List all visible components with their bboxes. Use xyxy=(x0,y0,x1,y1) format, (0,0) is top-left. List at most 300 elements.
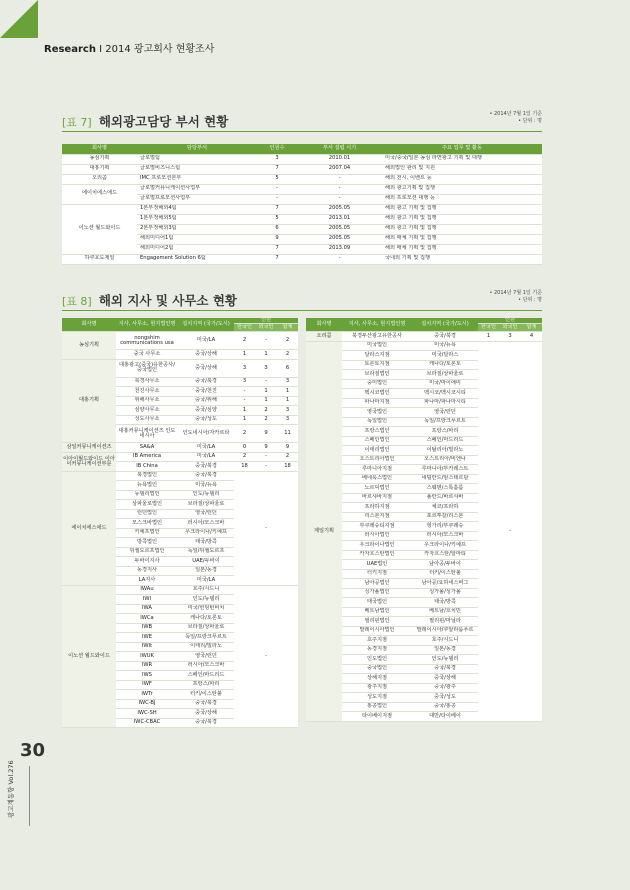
table8-location-cell: 인도/뉴델리 xyxy=(178,595,234,605)
table8-location-cell: 미국/마이애미 xyxy=(412,379,478,389)
table8-location-cell: 이탈리아/밀라노 xyxy=(412,446,478,456)
table8-location-cell: 러시아/모스크바 xyxy=(178,661,234,671)
table8-location-cell: 인도/뉴델리 xyxy=(412,655,478,665)
table8-branch-cell: 대홍광고(중국)유한공사/중국법인 xyxy=(116,359,178,377)
table8-branch-cell: 성도사무소 xyxy=(116,415,178,425)
table8-branch-cell: nongshim communications usa xyxy=(116,332,178,350)
table8-location-cell: 중국/상해 xyxy=(178,350,234,360)
table7-dept-cell: 글로벌팀 xyxy=(137,154,257,164)
table8-branch-cell: 두바이지사 xyxy=(116,557,178,567)
table8-branch-cell: IWC-SH xyxy=(116,709,178,719)
table8-location-cell: 캐나다/토론토 xyxy=(178,614,234,624)
table8-branch-cell: 싱가폴법인 xyxy=(342,588,412,598)
table8-row xyxy=(62,471,298,481)
table7-year-cell: - xyxy=(297,194,382,204)
table8-branch-cell: 천진사무소 xyxy=(116,387,178,397)
table8-company-cell: 대홍기획 xyxy=(62,359,116,443)
table7-task-cell: 해외법인 관리 및 지원 xyxy=(382,164,542,174)
table8-branch-cell: IWI xyxy=(116,595,178,605)
table8-branch-cell: 중국법인 xyxy=(342,664,412,674)
table8-total-cell: 9 xyxy=(277,443,298,453)
table8-branch-cell: IWIt xyxy=(116,642,178,652)
table8-location-cell: 터키/이스탄불 xyxy=(412,569,478,579)
table8-location-cell: 영국/런던 xyxy=(178,652,234,662)
table8-total-cell: 2 xyxy=(277,452,298,462)
table7-row xyxy=(62,154,542,164)
table8-korean-cell: - xyxy=(234,387,255,397)
table7 xyxy=(62,144,542,265)
table8-location-cell: 이태리/밀라노 xyxy=(178,642,234,652)
header-series: Research xyxy=(44,44,96,55)
table8-location-cell: 러시아/모스크바 xyxy=(178,519,234,529)
table7-col-dept: 담당부서 xyxy=(137,144,257,154)
table8-branch-cell: 동경지점 xyxy=(342,645,412,655)
table8-branch-cell: 러시아법인 xyxy=(342,531,412,541)
table8-branch-cell: 루마니아지점 xyxy=(342,465,412,475)
table7-task-cell: 해외 전시, 이벤트 등 xyxy=(382,174,542,184)
table8-note-date: • 2014년 7월 1일 기준 xyxy=(489,290,542,296)
table7-company-cell: 에이치에스애드 xyxy=(62,184,137,204)
table8-location-cell: 러시아/모스크바 xyxy=(412,531,478,541)
table8-row xyxy=(62,443,298,453)
table8-branch-cell: IWB xyxy=(116,623,178,633)
table8-company-cell: 삼일커뮤니케이션즈 xyxy=(62,443,116,453)
table8-total-cell: 2 xyxy=(277,332,298,350)
table7-year-cell: - xyxy=(297,184,382,194)
table7-rule xyxy=(62,131,542,132)
table8-location-cell: 싱가폴/싱가폴 xyxy=(412,588,478,598)
table8-foreign-cell: 2 xyxy=(255,406,277,416)
table8-title: 해외 지사 및 사무소 현황 xyxy=(98,293,237,308)
header-subtitle: 2014 광고회사 현황조사 xyxy=(105,44,215,55)
table8-branch-cell: IWCa xyxy=(116,614,178,624)
table7-count-cell: 6 xyxy=(257,224,297,234)
table8-branch-cell: 광주지점 xyxy=(342,683,412,693)
table8-branch-cell: 중미법인 xyxy=(342,379,412,389)
table8-foreign-cell: 9 xyxy=(255,443,277,453)
table8-branch-cell: IWE xyxy=(116,633,178,643)
table8-row xyxy=(62,452,298,462)
journal-name: 광고계동향 Vol.276 xyxy=(7,760,15,818)
table8-left xyxy=(62,318,298,728)
table8-korean-cell: 2 xyxy=(234,452,255,462)
table8-branch-cell: 베트남법인 xyxy=(342,607,412,617)
table8-staff-cell: - xyxy=(234,471,298,585)
table8-company-cell: 이노션 월드와이드 xyxy=(62,585,116,728)
table7-dept-cell: IMC 프로모션본부 xyxy=(137,174,257,184)
table8-location-cell: 호주/시드니 xyxy=(178,585,234,595)
table8-foreign-cell: 1 xyxy=(255,387,277,397)
table7-company-cell: 하쿠호도제일 xyxy=(62,254,137,264)
table7-task-cell: 국내외 기획 및 집행 xyxy=(382,254,542,264)
table8-branch-cell: 동경지사 xyxy=(116,566,178,576)
table8-location-cell: 브라질/상파울로 xyxy=(178,500,234,510)
table8-foreign-cell: 2 xyxy=(255,415,277,425)
table8-korean-cell: 2 xyxy=(234,425,255,443)
table7-year-cell: 2005.05 xyxy=(297,234,382,244)
table8-branch-cell: 브라질법인 xyxy=(342,370,412,380)
table8-company-cell: 농심기획 xyxy=(62,332,116,360)
table8-total-cell: 1 xyxy=(277,396,298,406)
table8-branch-cell: IWA xyxy=(116,604,178,614)
table8-branch-cell: IWF xyxy=(116,680,178,690)
table8-location-cell: 남아공/요하네스버그 xyxy=(412,579,478,589)
table8-foreign-cell: - xyxy=(255,462,277,472)
table7-year-cell: 2013.09 xyxy=(297,244,382,254)
table8-company-cell: 오리콤 xyxy=(306,332,342,342)
table7-dept-cell: 2본부정해외3팀 xyxy=(137,224,257,234)
table8-total-cell: 3 xyxy=(277,406,298,416)
table8-branch-cell: 멕시코법인 xyxy=(342,389,412,399)
table8-branch-cell: IB America xyxy=(116,452,178,462)
table7-year-cell: 2010.01 xyxy=(297,154,382,164)
table8-location-cell: 중국/상해 xyxy=(412,674,478,684)
table8-location-cell: 멕시코/멕시코시티 xyxy=(412,389,478,399)
table8-location-cell: 독일/프랑크푸르트 xyxy=(412,417,478,427)
table7-count-cell: 9 xyxy=(257,234,297,244)
table7-year-cell: - xyxy=(297,174,382,184)
table8-col-location: 설치지역 (국가/도시) xyxy=(178,318,234,332)
table8-branch-cell: 북경두산광고유한공사 xyxy=(342,332,412,342)
table8-location-cell: 오스트리아/비엔나 xyxy=(412,455,478,465)
table8-korean-cell: 3 xyxy=(234,359,255,377)
table8-branch-cell: 중국 사무소 xyxy=(116,350,178,360)
table8-location-cell: 중국/북경 xyxy=(412,332,478,342)
table7-year-cell: 2005.05 xyxy=(297,204,382,214)
table7-dept-cell: 글로벌커뮤니케이션사업부 xyxy=(137,184,257,194)
footer-divider xyxy=(29,766,30,826)
table8-location-cell: 미국/LA xyxy=(178,332,234,350)
table8-branch-cell: 영국법인 xyxy=(342,408,412,418)
table8-col-branch: 지사, 사무소, 현지법인명 xyxy=(116,318,178,332)
table7-year-cell: 2007.04 xyxy=(297,164,382,174)
table8-foreign-cell: 1 xyxy=(255,396,277,406)
table8r-col-foreign: 외국인 xyxy=(499,324,521,332)
table7-label: [표 7] xyxy=(62,116,92,129)
table8-location-cell: 중국/성도 xyxy=(178,415,234,425)
table8-branch-cell: 미국법인 xyxy=(342,341,412,351)
table8-branch-cell: IWC-BJ xyxy=(116,699,178,709)
table7-task-cell: 미국/중국/일본 농심 라면광고 기획 및 대행 xyxy=(382,154,542,164)
table8-location-cell: 중국/성도 xyxy=(412,693,478,703)
table8-location-cell: 프랑스/파리 xyxy=(178,680,234,690)
page-header xyxy=(44,40,214,55)
table8-company-cell: 에이치에스애드 xyxy=(62,471,116,585)
table8-branch-cell: 호주지점 xyxy=(342,636,412,646)
table8-location-cell: 네덜란드/암스테르담 xyxy=(412,474,478,484)
table7-dept-cell: 해외미디어1팀 xyxy=(137,234,257,244)
table7-count-cell: 3 xyxy=(257,154,297,164)
table7-count-cell: 5 xyxy=(257,214,297,224)
table7-count-cell: - xyxy=(257,194,297,204)
table8-total-cell: 18 xyxy=(277,462,298,472)
table8-branch-cell: 상파울로법인 xyxy=(116,500,178,510)
table8-branch-cell: 스페인법인 xyxy=(342,436,412,446)
table8r-col-branch: 지사, 사무소, 현지법인명 xyxy=(342,318,412,332)
table8-branch-cell: 필리핀법인 xyxy=(342,617,412,627)
table8-branch-cell: 베네룩스법인 xyxy=(342,474,412,484)
table8-row xyxy=(62,359,298,377)
table8-total-cell: 3 xyxy=(277,415,298,425)
table7-dept-cell: 해외미디어2팀 xyxy=(137,244,257,254)
table8-note xyxy=(489,290,542,304)
table8-total-cell: 11 xyxy=(277,425,298,443)
table8-location-cell: 중국/광주 xyxy=(412,683,478,693)
table8-heading xyxy=(62,290,237,309)
table8-branch-cell: 모스크바법인 xyxy=(116,519,178,529)
table8-korean-cell: 0 xyxy=(234,443,255,453)
page-number: 30 xyxy=(20,740,46,761)
table7-task-cell: 해외 프로모션 대행 등 xyxy=(382,194,542,204)
table8-branch-cell: 터키지점 xyxy=(342,569,412,579)
table8-branch-cell: 달라스지점 xyxy=(342,351,412,361)
table8-korean-cell: - xyxy=(234,396,255,406)
table8-location-cell: 헝가리/부쿠레슈 xyxy=(412,522,478,532)
table8-location-cell: 미국/LA xyxy=(178,452,234,462)
table8-branch-cell: 타이베이지점 xyxy=(342,712,412,722)
table8-branch-cell: IWAu xyxy=(116,585,178,595)
table7-count-cell: 7 xyxy=(257,204,297,214)
table8-branch-cell: 파나마지점 xyxy=(342,398,412,408)
table8-location-cell: 스페인/마드리드 xyxy=(178,671,234,681)
table8-location-cell: 미국/헌팅턴비치 xyxy=(178,604,234,614)
table8-foreign-cell: - xyxy=(255,332,277,350)
table8-company-cell: 제일기획 xyxy=(306,341,342,721)
table7-count-cell: 7 xyxy=(257,164,297,174)
table7-count-cell: - xyxy=(257,184,297,194)
table8-branch-cell: 방콕법인 xyxy=(116,538,178,548)
table8-branch-cell: 대홍커뮤니케이션즈 인도네시아 xyxy=(116,425,178,443)
table7-task-cell: 해외 매체 기획 및 집행 xyxy=(382,244,542,254)
table8-staff-cell: - xyxy=(478,341,542,721)
table8-col-company: 회사명 xyxy=(62,318,116,332)
table8-location-cell: 중국/북경 xyxy=(178,718,234,728)
table8-location-cell: 우크라이나/키예프 xyxy=(178,528,234,538)
table8-location-cell: 미국/LA xyxy=(178,443,234,453)
table8-branch-cell: 프라하지점 xyxy=(342,503,412,513)
table8-location-cell: 미국/LA xyxy=(178,576,234,586)
table8-right xyxy=(306,318,542,722)
table8-branch-cell: 홍콩법인 xyxy=(342,702,412,712)
table7-row xyxy=(62,204,542,214)
table8-branch-cell: 부쿠레슈티지점 xyxy=(342,522,412,532)
table8-location-cell: 일본/동경 xyxy=(178,566,234,576)
table8-label: [표 8] xyxy=(62,295,92,308)
table8-foreign-cell: - xyxy=(255,452,277,462)
table8-location-cell: 중국/상해 xyxy=(178,359,234,377)
table8-branch-cell: 토론토지점 xyxy=(342,360,412,370)
table8-location-cell: 브라질/상파울로 xyxy=(178,623,234,633)
table8-korean-cell: 3 xyxy=(234,377,255,387)
header-separator: I xyxy=(99,44,103,55)
table7-task-cell: 해외 광고기획 및 집행 xyxy=(382,184,542,194)
table7-col-company: 회사명 xyxy=(62,144,137,154)
table8-location-cell: 중국/천진 xyxy=(178,387,234,397)
table8r-col-total: 합계 xyxy=(521,324,542,332)
table8-branch-cell: 프랑스법인 xyxy=(342,427,412,437)
table8-location-cell: 루마니아/부카레스트 xyxy=(412,465,478,475)
table8-korean-cell: 1 xyxy=(234,415,255,425)
table8-total-cell: 3 xyxy=(277,377,298,387)
table8-company-cell: 이아이월드와이드 이아이커뮤니케이션부문 xyxy=(62,452,116,471)
table8-branch-cell: 독일법인 xyxy=(342,417,412,427)
table8-col-korean: 한국인 xyxy=(234,324,255,332)
table7-row xyxy=(62,254,542,264)
table7-count-cell: 7 xyxy=(257,254,297,264)
table8-branch-cell: 바르샤바지점 xyxy=(342,493,412,503)
table8-branch-cell: 뉴델리법인 xyxy=(116,490,178,500)
table8-branch-cell: SA&A xyxy=(116,443,178,453)
table8-location-cell: 필리핀/마닐라 xyxy=(412,617,478,627)
table7-dept-cell: 1본부정해외4팀 xyxy=(137,204,257,214)
table8-location-cell: 태국/방콕 xyxy=(412,598,478,608)
table8-col-foreign: 외국인 xyxy=(255,324,277,332)
table8-korean-cell: 2 xyxy=(234,332,255,350)
corner-triangle xyxy=(0,0,38,38)
table8-branch-cell: 우크라이나법인 xyxy=(342,541,412,551)
table7-task-cell: 해외 광고 기획 및 집행 xyxy=(382,224,542,234)
table8-foreign-cell: 3 xyxy=(255,359,277,377)
table8-location-cell: 포르투갈/리스본 xyxy=(412,512,478,522)
table8-branch-cell: 성도지점 xyxy=(342,693,412,703)
table8-location-cell: 영국/런던 xyxy=(178,509,234,519)
table7-count-cell: 5 xyxy=(257,174,297,184)
table8-branch-cell: 인도법인 xyxy=(342,655,412,665)
table8-branch-cell: 노르딕법인 xyxy=(342,484,412,494)
table7-note-unit: • 단위 : 명 xyxy=(518,118,542,124)
table8-location-cell: 남아공/두바이 xyxy=(412,560,478,570)
table8-location-cell: 파나마/파나마시티 xyxy=(412,398,478,408)
table8-branch-cell: 리스본지점 xyxy=(342,512,412,522)
table8-location-cell: 중국/상해 xyxy=(178,709,234,719)
table8-branch-cell: 북경사무소 xyxy=(116,377,178,387)
table7-year-cell: 2013.01 xyxy=(297,214,382,224)
table8-location-cell: 카자흐스탄/알마티 xyxy=(412,550,478,560)
table7-row xyxy=(62,174,542,184)
table8-branch-cell: 런던법인 xyxy=(116,509,178,519)
table8-location-cell: 인도네시아/자카르타 xyxy=(178,425,234,443)
table8-location-cell: 중국/심양 xyxy=(178,406,234,416)
table8-row xyxy=(62,332,298,350)
table8-location-cell: 브라질/상파울로 xyxy=(412,370,478,380)
table8-branch-cell: IWS xyxy=(116,671,178,681)
table7-heading xyxy=(62,111,228,130)
table8-location-cell: 캐나다/토론토 xyxy=(412,360,478,370)
table8-branch-cell: 카자흐스탄법인 xyxy=(342,550,412,560)
table8-location-cell: 영국/런던 xyxy=(412,408,478,418)
table8-foreign-cell: - xyxy=(255,377,277,387)
table8-location-cell: 우크라이나/키예프 xyxy=(412,541,478,551)
table8-total-cell: 1 xyxy=(277,387,298,397)
table8-total-cell: 2 xyxy=(277,350,298,360)
table8-location-cell: 일본/동경 xyxy=(412,645,478,655)
table8-location-cell: 태국/방콕 xyxy=(178,538,234,548)
table7-col-count: 인원수 xyxy=(257,144,297,154)
table8-location-cell: 중국/위해 xyxy=(178,396,234,406)
table8-location-cell: 중국/홍콩 xyxy=(412,702,478,712)
table8-note-unit: • 단위 : 명 xyxy=(518,297,542,303)
table8-location-cell: 터키/이스탄불 xyxy=(178,690,234,700)
table7-task-cell: 해외 매체 기획 및 집행 xyxy=(382,234,542,244)
table8-row xyxy=(62,585,298,595)
table8-row xyxy=(306,341,542,351)
table8-location-cell: 인도/뉴델리 xyxy=(178,490,234,500)
table8-location-cell: 말레이시아/쿠알라룸푸르 xyxy=(412,626,478,636)
table8r-col-korean: 한국인 xyxy=(478,324,499,332)
table8-location-cell: 독일/프랑크푸르트 xyxy=(178,633,234,643)
table7-dept-cell: Engagement Solution 6팀 xyxy=(137,254,257,264)
table8-branch-cell: 키예프법인 xyxy=(116,528,178,538)
table8-location-cell: 독일/뒤셀도르프 xyxy=(178,547,234,557)
table8-rule xyxy=(62,310,542,311)
table8-location-cell: 프랑스/파리 xyxy=(412,427,478,437)
table8-branch-cell: IWC-CBAC xyxy=(116,718,178,728)
table7-row xyxy=(62,164,542,174)
table8-location-cell: 미국/뉴욕 xyxy=(412,341,478,351)
table7-task-cell: 해외 광고 기획 및 집행 xyxy=(382,214,542,224)
table8-branch-cell: 위해사무소 xyxy=(116,396,178,406)
table8-branch-cell: 뒤셀도르프법인 xyxy=(116,547,178,557)
table7-dept-cell: 1본부정해외5팀 xyxy=(137,214,257,224)
table7-company-cell: 오리콤 xyxy=(62,174,137,184)
table8r-col-location: 설치지역 (국가/도시) xyxy=(412,318,478,332)
table7-row xyxy=(62,184,542,194)
table8-branch-cell: IWR xyxy=(116,661,178,671)
table8-location-cell: 호주/시드니 xyxy=(412,636,478,646)
table8-location-cell: 스웨덴/스톡홀름 xyxy=(412,484,478,494)
table7-company-cell: 대홍기획 xyxy=(62,164,137,174)
table8-location-cell: 베트남/호치민 xyxy=(412,607,478,617)
table8-location-cell: 중국/북경 xyxy=(178,377,234,387)
table8-branch-cell: 심양사무소 xyxy=(116,406,178,416)
table8-foreign-cell: 3 xyxy=(499,332,521,342)
table8-location-cell: UAE/두바이 xyxy=(178,557,234,567)
table7-col-year: 부서 설립 시기 xyxy=(297,144,382,154)
table8-location-cell: 중국/북경 xyxy=(412,664,478,674)
table7-task-cell: 해외 광고 기획 및 집행 xyxy=(382,204,542,214)
table8-korean-cell: 1 xyxy=(478,332,499,342)
table8-foreign-cell: 9 xyxy=(255,425,277,443)
table8-location-cell: 체코/프라하 xyxy=(412,503,478,513)
table7-year-cell: - xyxy=(297,254,382,264)
table8-col-staff: 인원 xyxy=(234,318,298,324)
table8-total-cell: 6 xyxy=(277,359,298,377)
table8-branch-cell: IWUK xyxy=(116,652,178,662)
table8-total-cell: 4 xyxy=(521,332,542,342)
table7-dept-cell: 글로벌프로모션사업부 xyxy=(137,194,257,204)
table8-foreign-cell: 1 xyxy=(255,350,277,360)
table7-note xyxy=(489,111,542,125)
table8-location-cell: 중국/북경 xyxy=(178,471,234,481)
table8-location-cell: 폴란드/바르샤바 xyxy=(412,493,478,503)
table8-branch-cell: 뉴욕법인 xyxy=(116,481,178,491)
table8-branch-cell: 오스트리아법인 xyxy=(342,455,412,465)
table8-location-cell: 미국/뉴욕 xyxy=(178,481,234,491)
table7-note-date: • 2014년 7월 1일 기준 xyxy=(489,111,542,117)
table8-location-cell: 대만/타이베이 xyxy=(412,712,478,722)
table8-location-cell: 중국/북경 xyxy=(178,699,234,709)
table8-location-cell: 미국/달라스 xyxy=(412,351,478,361)
table8r-col-company: 회사명 xyxy=(306,318,342,332)
table8-branch-cell: 상해지점 xyxy=(342,674,412,684)
table8-location-cell: 중국/북경 xyxy=(178,462,234,472)
table8-korean-cell: 1 xyxy=(234,406,255,416)
table8-branch-cell: LA지사 xyxy=(116,576,178,586)
table8-col-total: 합계 xyxy=(277,324,298,332)
table8-branch-cell: 말레이시아법인 xyxy=(342,626,412,636)
table7-col-task: 주요 업무 및 활동 xyxy=(382,144,542,154)
table7-dept-cell: 글로벌비즈니스팀 xyxy=(137,164,257,174)
